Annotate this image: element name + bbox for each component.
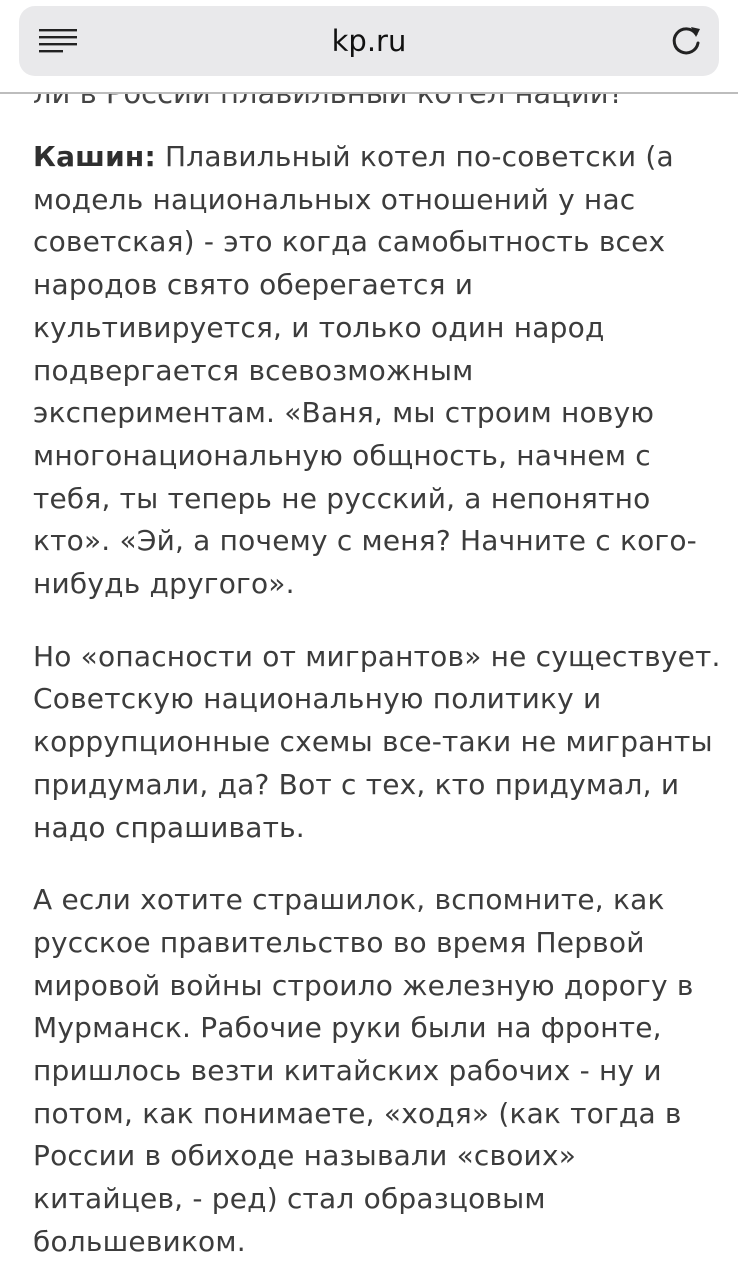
- url-text[interactable]: kp.ru: [331, 24, 407, 58]
- address-bar[interactable]: [19, 6, 719, 76]
- article-body: [33, 136, 723, 1280]
- toolbar-divider: [0, 92, 738, 94]
- speaker-name: Кашин:: [33, 140, 156, 173]
- paragraph-text: А если хотите страшилок, вспомните, как русское правительство во время Первой мировой войны строило железную дорогу в Мурманск. Рабочие руки были на фронте, пришлось везти китайских рабочих - ну и потом, как понимаете, «ходя» (как тогда в России в обиходе называли «своих» китайцев, - ред) стал образцовым большевиком.: [33, 883, 694, 1258]
- browser-top-bar: [0, 0, 738, 92]
- paragraph-text: Но «опасности от мигрантов» не существует. Советскую национальную политику и коррупционные схемы все-таки не мигранты придумали, да? Вот с тех, кто придумал, и надо спрашивать.: [33, 639, 721, 844]
- reload-icon[interactable]: [669, 24, 703, 58]
- article-paragraph: [33, 136, 723, 606]
- paragraph-text: Плавильный котел по-советски (а модель национальных отношений у нас советская) - это когда самобытность всех народов свято оберегается и культивируется, и только один народ подвергается всевозможным экспериментам. «Ваня, мы строим новую многонациональную общность, начнем с тебя, ты теперь не русский, а непонятно кто». «Эй, а почему с меня? Начните с кого-нибудь другого».: [33, 140, 697, 601]
- article-paragraph: [33, 879, 723, 1263]
- article-paragraph: [33, 636, 723, 850]
